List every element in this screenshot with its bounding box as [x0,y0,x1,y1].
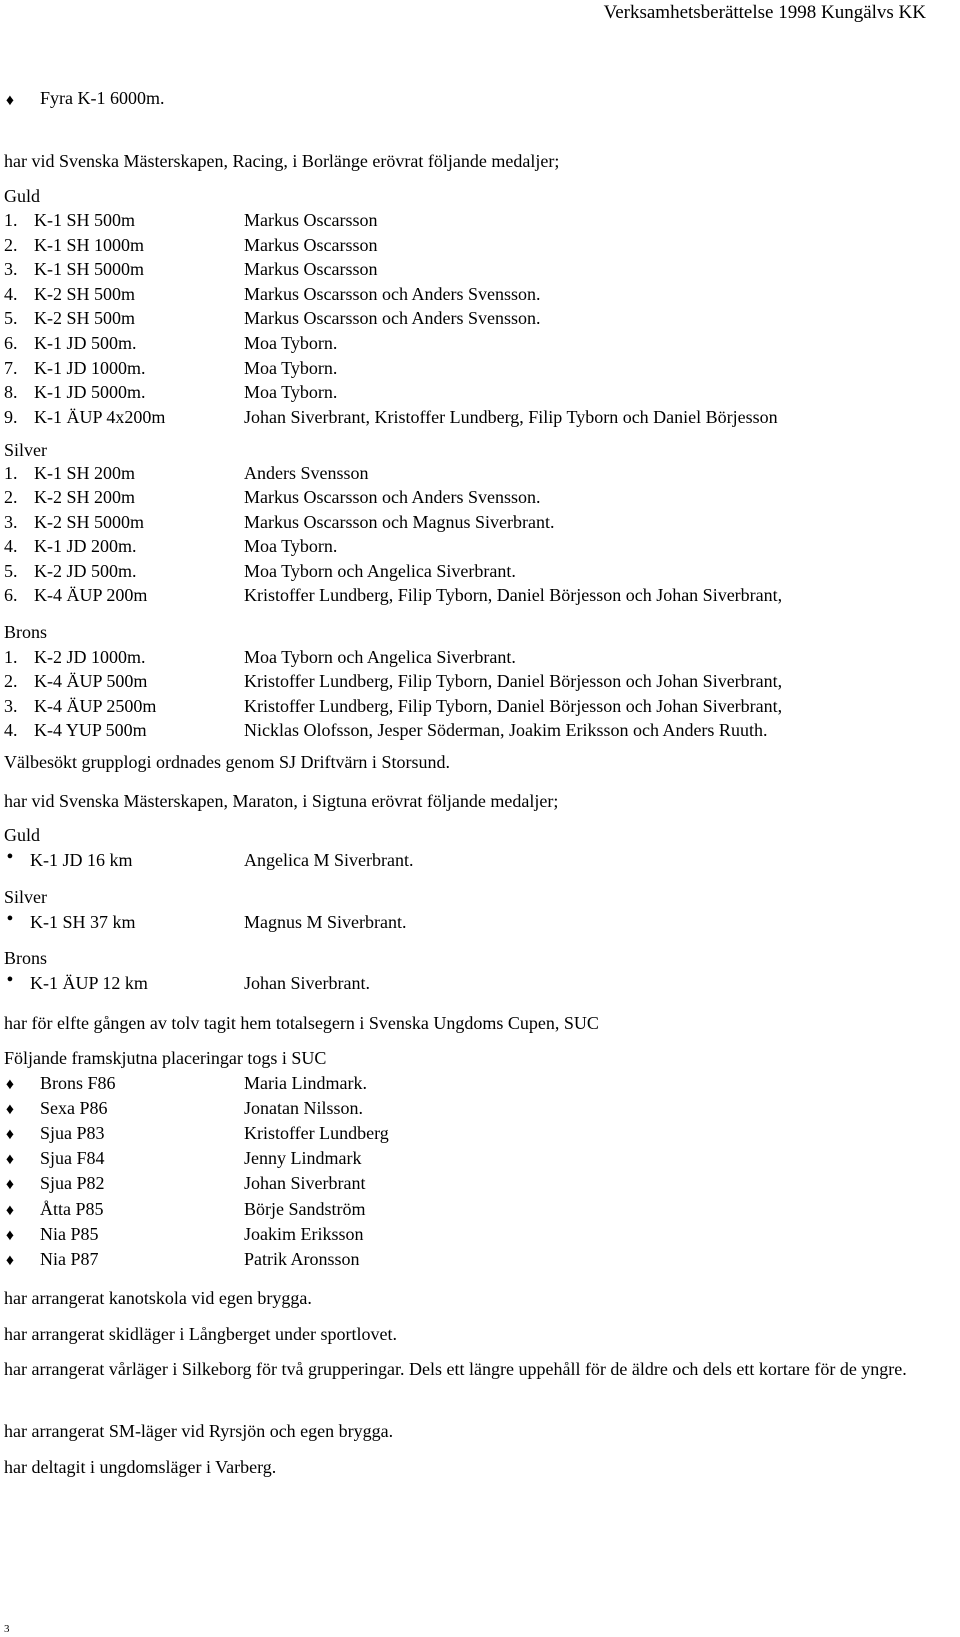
athlete-name: Patrik Aronsson [244,1248,360,1269]
event-name: K-1 JD 1000m. [34,357,146,378]
placement: Nia P87 [40,1248,99,1269]
list-item [4,583,147,607]
placement: Åtta P85 [40,1198,104,1219]
list-item [4,485,135,509]
item-number: 8. [4,382,18,403]
diamond-bullet-icon: ♦ [5,1126,15,1144]
activity-line: har arrangerat SM-läger vid Ryrsjön och egen brygga. [4,1421,394,1441]
participant-names: Magnus M Siverbrant. [244,912,407,932]
diamond-bullet-icon: ♦ [5,1176,15,1194]
event-name: K-1 SH 1000m [34,234,145,255]
item-number: 2. [4,234,18,255]
sm-maraton-intro: har vid Svenska Mästerskapen, Maraton, i Sigtuna erövrat följande medaljer; [4,791,559,811]
item-number: 6. [4,585,18,605]
participant-names: Anders Svensson [244,463,369,483]
group-camp-note: Välbesökt grupplogi ordnades genom SJ Driftvärn i Storsund. [4,752,450,772]
medal-label: Guld [4,825,40,845]
suc-intro: Följande framskjutna placeringar togs i SUC [4,1048,327,1068]
dot-bullet-icon: ● [6,973,14,985]
section-label-silver: Silver [4,440,47,460]
item-number: 6. [4,333,18,353]
participant-names: Moa Tyborn. [244,333,338,353]
medal-label: Brons [4,948,48,968]
event-name: K-1 SH 37 km [30,912,136,932]
event-name: K-1 SH 5000m [34,259,145,280]
item-number: 1. [4,463,18,483]
participant-names: Markus Oscarsson [244,259,378,280]
list-item [4,669,147,693]
placement: Brons F86 [40,1073,116,1093]
diamond-bullet-icon: ♦ [5,1201,15,1219]
item-number: 1. [4,647,18,667]
event-name: K-2 SH 500m [34,283,136,304]
participant-names: Kristoffer Lundberg, Filip Tyborn, Daniel Börjesson och Johan Siverbrant, [244,585,783,605]
item-number: 5. [4,560,18,581]
dot-bullet-icon: ● [6,850,14,862]
list-item [4,645,146,669]
item-number: 2. [4,487,18,508]
participant-names: Johan Siverbrant. [244,973,370,993]
item-number: 5. [4,308,18,329]
athlete-name: Kristoffer Lundberg [244,1123,389,1144]
participant-names: Moa Tyborn. [244,382,338,403]
athlete-name: Börje Sandström [244,1198,366,1219]
event-name: K-1 JD 5000m. [34,382,146,403]
participant-names: Johan Siverbrant, Kristoffer Lundberg, Filip Tyborn och Daniel Börjesson [244,406,778,427]
activity-line: har deltagit i ungdomsläger i Varberg. [4,1457,277,1477]
participant-names: Markus Oscarsson [244,210,378,230]
event-name: K-2 JD 500m. [34,560,137,581]
list-item [4,694,156,718]
item-number: 3. [4,511,18,532]
participant-names: Markus Oscarsson och Anders Svensson. [244,308,541,329]
item-number: 2. [4,671,18,692]
event-name: K-4 ÄUP 200m [34,585,148,605]
diamond-bullet-icon: ♦ [5,92,15,109]
participant-names: Moa Tyborn. [244,357,338,378]
athlete-name: Jonatan Nilsson. [244,1098,363,1119]
list-item [4,208,135,232]
participant-names: Kristoffer Lundberg, Filip Tyborn, Daniel Börjesson och Johan Siverbrant, [244,695,783,716]
list-item [4,306,135,330]
page-header: Verksamhetsberättelse 1998 Kungälvs KK [603,2,926,23]
sm-racing-intro: har vid Svenska Mästerskapen, Racing, i Borlänge erövrat följande medaljer; [4,151,560,171]
athlete-name: Johan Siverbrant [244,1173,366,1194]
participant-names: Markus Oscarsson och Magnus Siverbrant. [244,511,555,532]
list-item [4,559,137,583]
event-name: K-2 SH 500m [34,308,136,329]
section-label-guld: Guld [4,186,40,206]
list-item [4,331,137,355]
medal-label: Silver [4,887,47,907]
list-item [4,405,165,429]
participant-names: Markus Oscarsson och Anders Svensson. [244,283,541,304]
athlete-name: Joakim Eriksson [244,1223,364,1244]
event-name: K-4 ÄUP 2500m [34,695,157,716]
event-name: K-1 JD 500m. [34,333,137,353]
dot-bullet-icon: ● [6,912,14,924]
item-number: 3. [4,695,18,716]
diamond-bullet-icon: ♦ [5,1076,15,1093]
participant-names: Moa Tyborn. [244,536,338,557]
participant-names: Moa Tyborn och Angelica Siverbrant. [244,647,516,667]
list-item [4,510,144,534]
item-number: 9. [4,406,18,427]
list-item [4,461,135,485]
participant-names: Markus Oscarsson och Anders Svensson. [244,487,541,508]
diamond-bullet-icon: ♦ [5,1251,15,1269]
list-item [4,380,146,404]
event-name: K-2 SH 200m [34,487,136,508]
activity-line: har arrangerat skidläger i Långberget under sportlovet. [4,1324,398,1344]
placement: Nia P85 [40,1223,99,1244]
event-name: K-1 SH 200m [34,463,136,483]
placement: Sexa P86 [40,1098,108,1119]
event-name: K-1 JD 16 km [30,850,133,870]
page-number: 3 [4,1623,10,1635]
list-item [4,233,144,257]
athlete-name: Maria Lindmark. [244,1073,367,1093]
event-name: K-1 SH 500m [34,210,136,230]
participant-names: Kristoffer Lundberg, Filip Tyborn, Daniel Börjesson och Johan Siverbrant, [244,671,783,692]
item-number: 1. [4,210,18,230]
list-item [4,534,137,558]
event-name: K-4 YUP 500m [34,720,147,741]
bullet-text: Fyra K-1 6000m. [40,88,165,108]
activity-line: har arrangerat kanotskola vid egen brygga. [4,1288,312,1308]
event-name: K-2 JD 1000m. [34,647,146,667]
event-name: K-4 ÄUP 500m [34,671,148,692]
section-label-brons: Brons [4,622,48,642]
item-number: 7. [4,357,18,378]
participant-names: Markus Oscarsson [244,234,378,255]
event-name: K-2 SH 5000m [34,511,145,532]
list-item [4,257,144,281]
event-name: K-1 ÄUP 12 km [30,973,148,993]
item-number: 3. [4,259,18,280]
list-item [4,356,146,380]
event-name: K-1 JD 200m. [34,536,137,557]
item-number: 4. [4,283,18,304]
list-item [4,718,147,742]
item-number: 4. [4,720,18,741]
diamond-bullet-icon: ♦ [5,1226,15,1244]
suc-overall-line: har för elfte gången av tolv tagit hem totalsegern i Svenska Ungdoms Cupen, SUC [4,1013,599,1033]
participant-names: Nicklas Olofsson, Jesper Söderman, Joakim Eriksson och Anders Ruuth. [244,720,768,741]
participant-names: Angelica M Siverbrant. [244,850,414,870]
participant-names: Moa Tyborn och Angelica Siverbrant. [244,560,516,581]
item-number: 4. [4,536,18,557]
placement: Sjua P82 [40,1173,105,1194]
placement: Sjua P83 [40,1123,105,1144]
diamond-bullet-icon: ♦ [5,1101,15,1119]
athlete-name: Jenny Lindmark [244,1148,362,1169]
placement: Sjua F84 [40,1148,105,1169]
event-name: K-1 ÄUP 4x200m [34,406,166,427]
diamond-bullet-icon: ♦ [5,1151,15,1169]
activity-line: har arrangerat vårläger i Silkeborg för två grupperingar. Dels ett längre uppehåll för de äldre och dels ett kortare för de yngre. [4,1359,907,1379]
list-item [4,282,135,306]
